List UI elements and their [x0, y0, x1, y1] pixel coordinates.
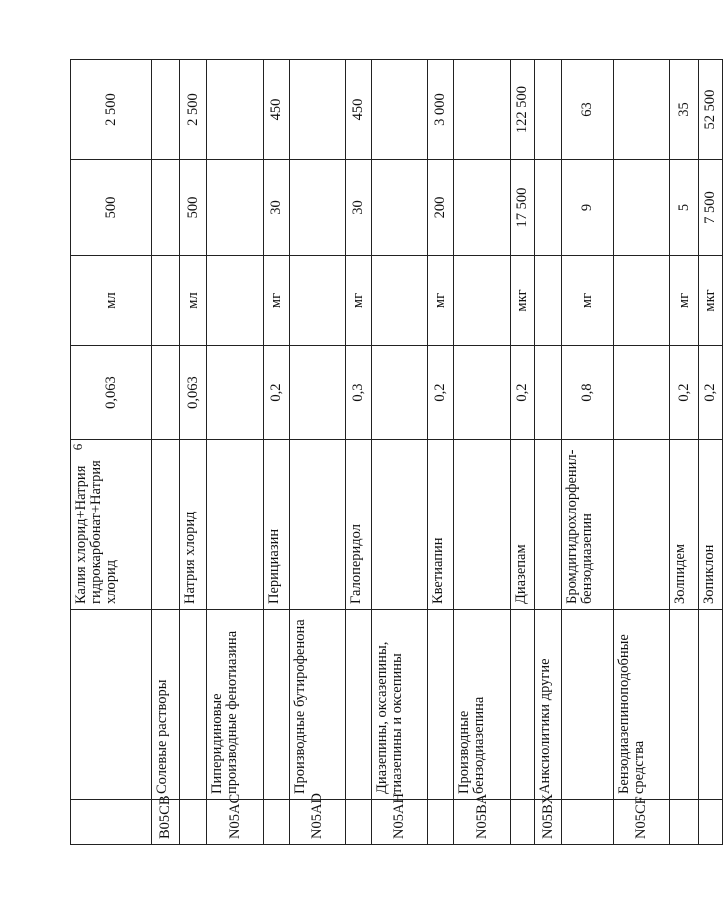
- value-2-cell: 3 000: [428, 60, 454, 160]
- table-row: [264, 60, 290, 845]
- unit-cell: мг: [670, 256, 699, 346]
- atc-code-cell: [71, 800, 152, 845]
- pharmacological-group-cell: [264, 610, 290, 800]
- pharmacological-group-cell: Пиперидиновые производные фенотиазина: [207, 610, 264, 800]
- dose-cell: 0,2: [699, 346, 723, 440]
- atc-code-cell: B05CB: [152, 800, 180, 845]
- value-2-cell: [207, 60, 264, 160]
- dose-cell: [207, 346, 264, 440]
- value-1-cell: [614, 160, 670, 256]
- drug-name-cell: Натрия хлорид: [180, 440, 207, 610]
- drug-name-cell: [207, 440, 264, 610]
- pharmacological-group-cell: Производные бутирофенона: [290, 610, 346, 800]
- dose-cell: 0,2: [264, 346, 290, 440]
- atc-code-cell: N05BX: [535, 800, 562, 845]
- unit-cell: мг: [562, 256, 614, 346]
- unit-cell: мг: [428, 256, 454, 346]
- drug-name-cell: Зопиклон: [699, 440, 723, 610]
- value-2-cell: 450: [346, 60, 372, 160]
- value-2-cell: [535, 60, 562, 160]
- dose-cell: [614, 346, 670, 440]
- pharmacological-group-cell: Солевые растворы: [152, 610, 180, 800]
- value-2-cell: [152, 60, 180, 160]
- drug-name-cell: [372, 440, 428, 610]
- page-number: 6: [70, 443, 85, 451]
- unit-cell: [372, 256, 428, 346]
- pharmacological-group-cell: [699, 610, 723, 800]
- dose-cell: [454, 346, 511, 440]
- value-1-cell: [454, 160, 511, 256]
- atc-code-cell: [428, 800, 454, 845]
- unit-cell: [152, 256, 180, 346]
- table-row: [290, 60, 346, 845]
- atc-code-cell: [562, 800, 614, 845]
- dose-cell: 0,063: [71, 346, 152, 440]
- drug-name-cell: Бромдигидрохлорфенил-бензодиазепин: [562, 440, 614, 610]
- value-1-cell: 500: [180, 160, 207, 256]
- drug-name-cell: [152, 440, 180, 610]
- value-2-cell: 122 500: [511, 60, 535, 160]
- dose-cell: 0,063: [180, 346, 207, 440]
- table-row: [670, 60, 699, 845]
- value-2-cell: 63: [562, 60, 614, 160]
- value-2-cell: 35: [670, 60, 699, 160]
- pharmacological-group-cell: [562, 610, 614, 800]
- atc-code-cell: [699, 800, 723, 845]
- atc-code-cell: [264, 800, 290, 845]
- pharmacological-group-cell: Анксиолитики другие: [535, 610, 562, 800]
- dose-cell: 0,2: [670, 346, 699, 440]
- pharmacological-group-cell: [670, 610, 699, 800]
- drug-name-cell: Калия хлорид+Натрия гидрокарбонат+Натрия хлорид: [71, 440, 152, 610]
- value-1-cell: 30: [346, 160, 372, 256]
- atc-code-cell: N05CF: [614, 800, 670, 845]
- pharmacological-group-cell: [180, 610, 207, 800]
- drug-name-cell: [535, 440, 562, 610]
- table-row: [372, 60, 428, 845]
- value-1-cell: 7 500: [699, 160, 723, 256]
- value-2-cell: 450: [264, 60, 290, 160]
- drug-name-cell: Золпидем: [670, 440, 699, 610]
- dose-cell: [372, 346, 428, 440]
- dose-cell: 0,2: [511, 346, 535, 440]
- drug-table: [70, 59, 723, 845]
- value-1-cell: [535, 160, 562, 256]
- rotated-table-container: [70, 60, 718, 845]
- unit-cell: мкг: [511, 256, 535, 346]
- value-2-cell: [372, 60, 428, 160]
- value-1-cell: 9: [562, 160, 614, 256]
- atc-code-cell: [346, 800, 372, 845]
- drug-name-cell: Перициазин: [264, 440, 290, 610]
- drug-name-cell: [454, 440, 511, 610]
- table-row: [428, 60, 454, 845]
- pharmacological-group-cell: [346, 610, 372, 800]
- table-row: [511, 60, 535, 845]
- pharmacological-group-cell: [428, 610, 454, 800]
- drug-name-cell: Кветиапин: [428, 440, 454, 610]
- atc-code-cell: N05AC: [207, 800, 264, 845]
- dose-cell: [290, 346, 346, 440]
- unit-cell: [454, 256, 511, 346]
- atc-code-cell: [670, 800, 699, 845]
- table-row: [346, 60, 372, 845]
- atc-code-cell: [511, 800, 535, 845]
- dose-cell: 0,2: [428, 346, 454, 440]
- value-2-cell: 2 500: [71, 60, 152, 160]
- table-row: [562, 60, 614, 845]
- dose-cell: 0,3: [346, 346, 372, 440]
- dose-cell: [152, 346, 180, 440]
- drug-name-cell: [290, 440, 346, 610]
- value-1-cell: [207, 160, 264, 256]
- value-2-cell: [614, 60, 670, 160]
- value-1-cell: [290, 160, 346, 256]
- table-row: [180, 60, 207, 845]
- unit-cell: [207, 256, 264, 346]
- value-1-cell: 17 500: [511, 160, 535, 256]
- unit-cell: мкг: [699, 256, 723, 346]
- value-2-cell: 52 500: [699, 60, 723, 160]
- value-1-cell: 30: [264, 160, 290, 256]
- value-1-cell: [152, 160, 180, 256]
- atc-code-cell: N05AD: [290, 800, 346, 845]
- table-row: [152, 60, 180, 845]
- unit-cell: [290, 256, 346, 346]
- pharmacological-group-cell: [511, 610, 535, 800]
- value-2-cell: [290, 60, 346, 160]
- value-1-cell: 500: [71, 160, 152, 256]
- value-2-cell: 2 500: [180, 60, 207, 160]
- dose-cell: [535, 346, 562, 440]
- table-row: [535, 60, 562, 845]
- table-row: [207, 60, 264, 845]
- unit-cell: мг: [346, 256, 372, 346]
- unit-cell: [535, 256, 562, 346]
- pharmacological-group-cell: Диазепины, оксазепины, тиазепины и оксепины: [372, 610, 428, 800]
- unit-cell: мг: [264, 256, 290, 346]
- drug-name-cell: Галоперидол: [346, 440, 372, 610]
- value-1-cell: [372, 160, 428, 256]
- atc-code-cell: [180, 800, 207, 845]
- drug-table-body: [71, 60, 723, 845]
- value-1-cell: 5: [670, 160, 699, 256]
- value-2-cell: [454, 60, 511, 160]
- drug-name-cell: [614, 440, 670, 610]
- value-1-cell: 200: [428, 160, 454, 256]
- table-row: [699, 60, 723, 845]
- unit-cell: мл: [71, 256, 152, 346]
- pharmacological-group-cell: Производные бензодиазепина: [454, 610, 511, 800]
- dose-cell: 0,8: [562, 346, 614, 440]
- table-row: [614, 60, 670, 845]
- atc-code-cell: N05AH: [372, 800, 428, 845]
- unit-cell: мл: [180, 256, 207, 346]
- table-row: [454, 60, 511, 845]
- drug-name-cell: Диазепам: [511, 440, 535, 610]
- table-row: [71, 60, 152, 845]
- pharmacological-group-cell: [71, 610, 152, 800]
- atc-code-cell: N05BA: [454, 800, 511, 845]
- pharmacological-group-cell: Бензодиазепиноподобные средства: [614, 610, 670, 800]
- unit-cell: [614, 256, 670, 346]
